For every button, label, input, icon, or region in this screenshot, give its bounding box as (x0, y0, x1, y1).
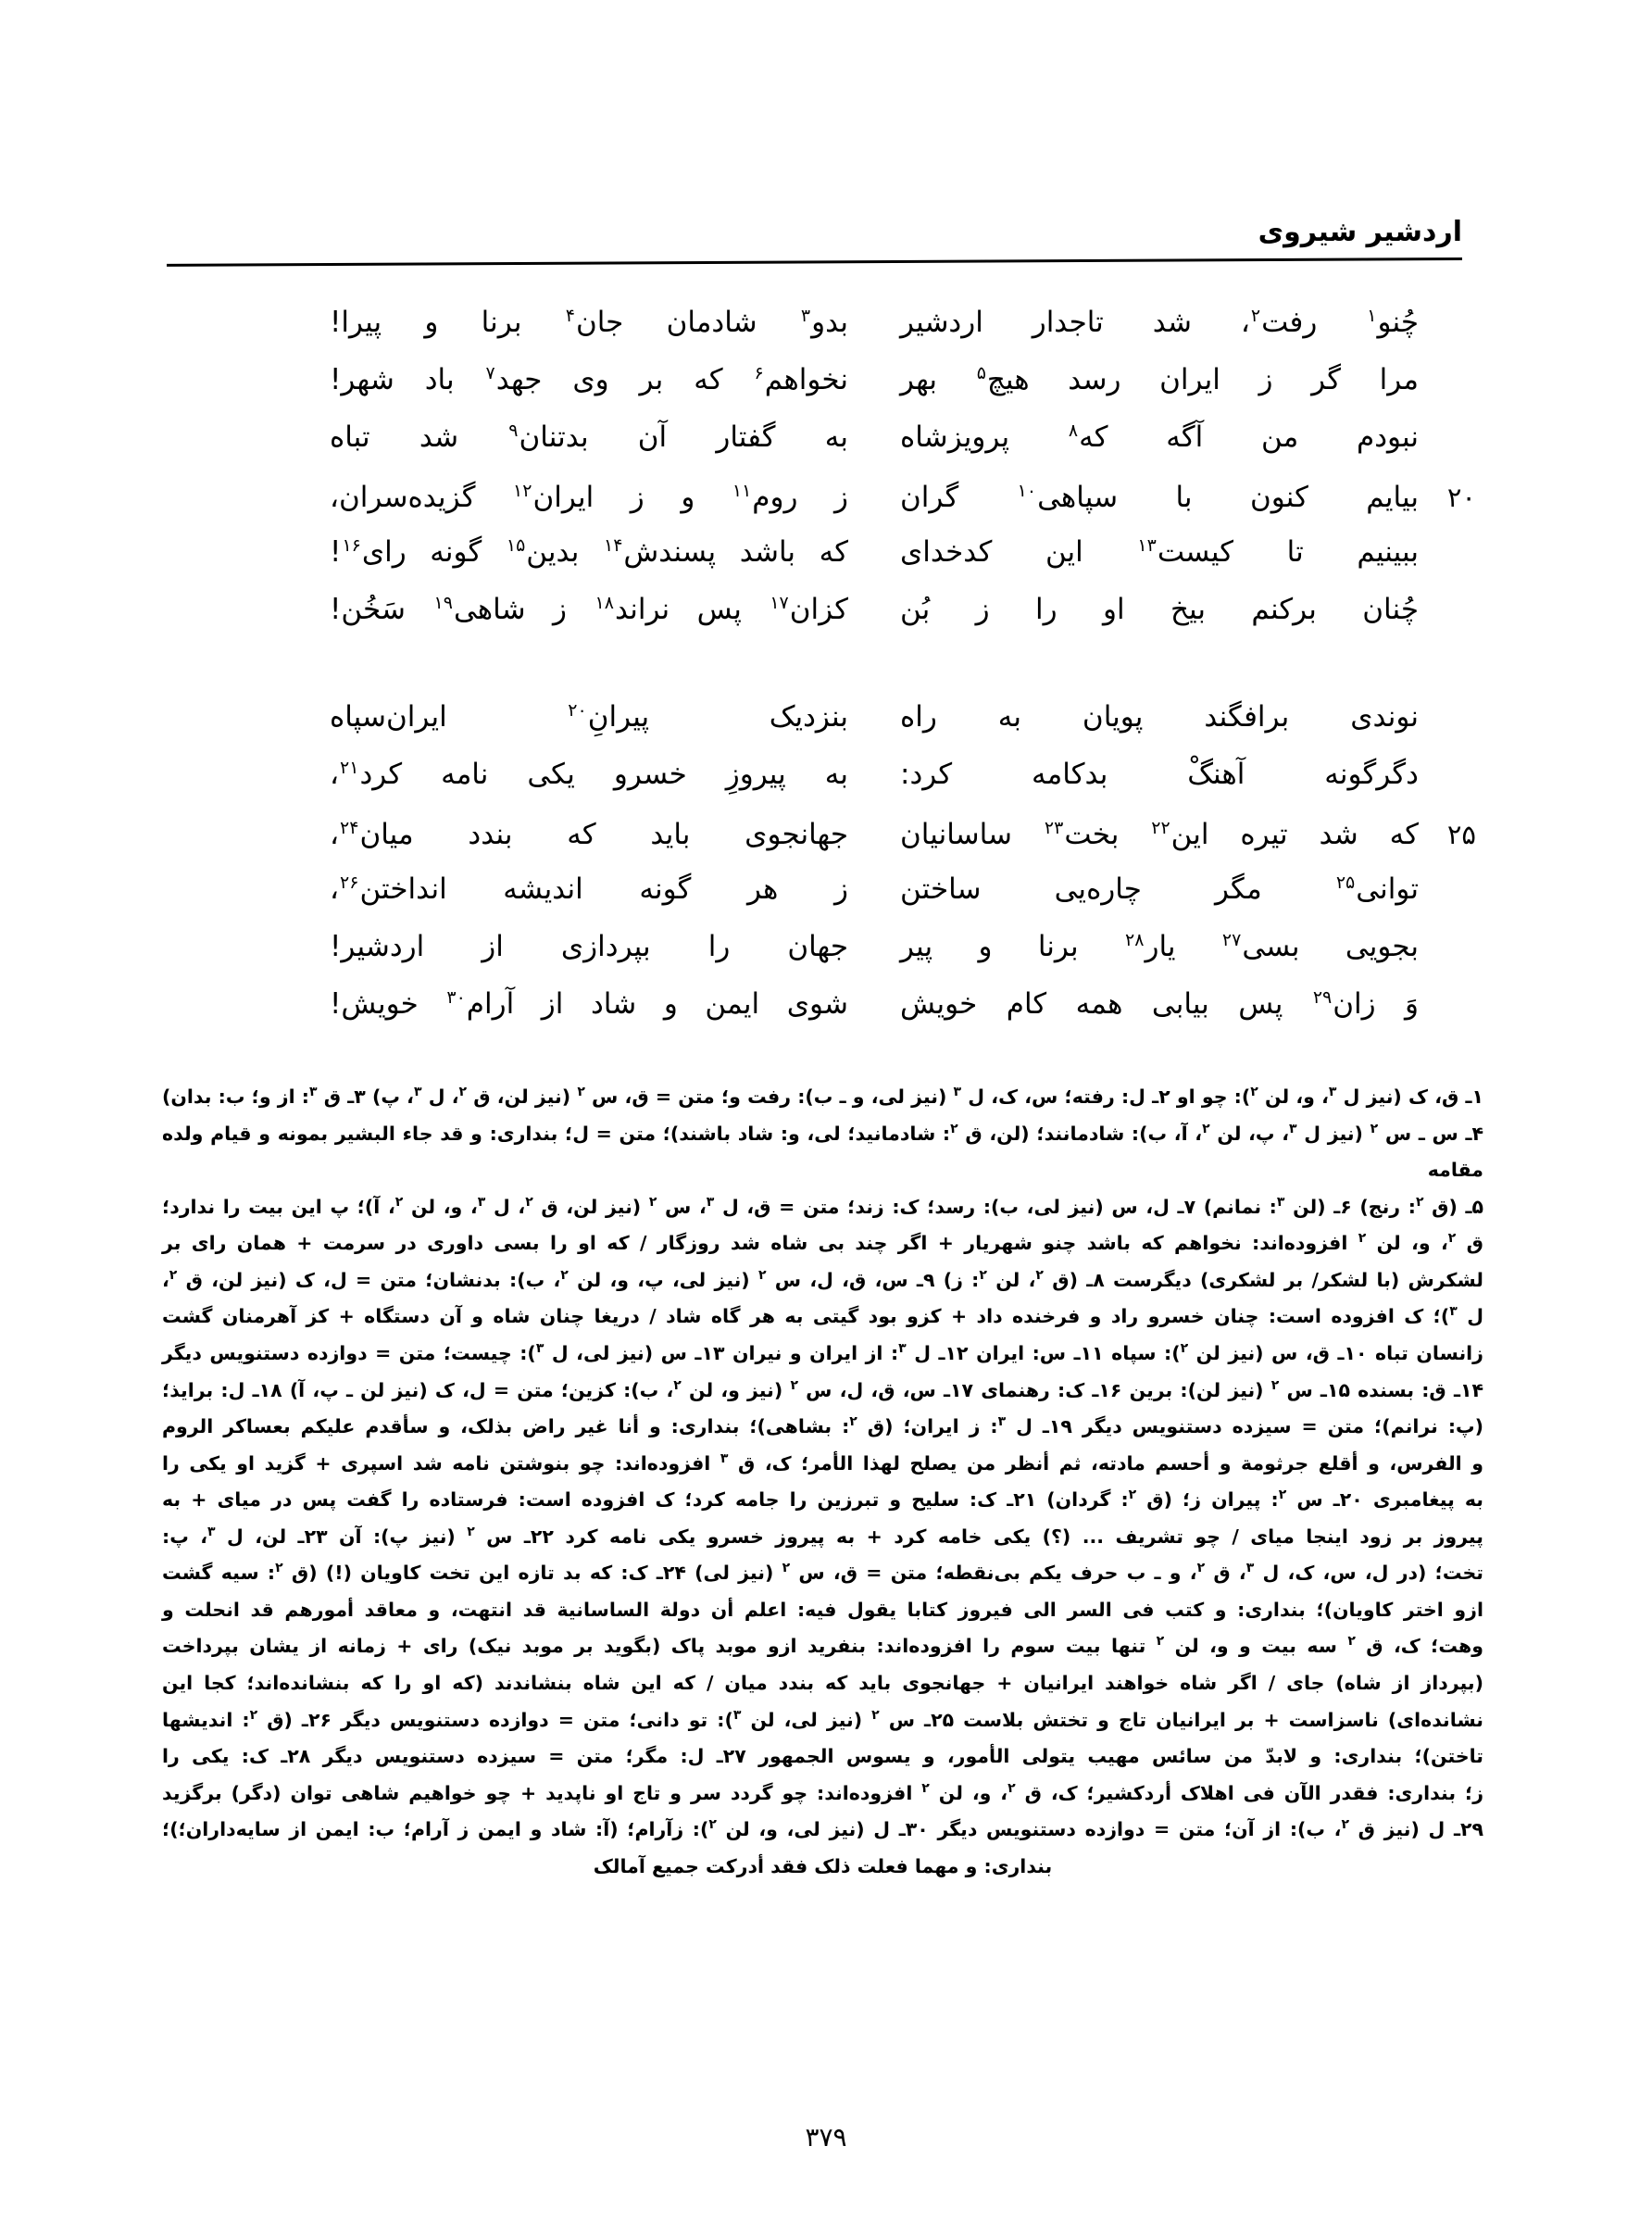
verse-line (176, 815, 1476, 872)
apparatus-line: ق $^۲$، و، لن $^۲$ افزوده‌اند: نخواهم که باشد چنو شهریار + اگر چند بی شاه شد روزگار / که او را بسی داوری در سرمت + همان رای بر (162, 1231, 1484, 1255)
apparatus-line: نشانده‌ای) ناسزاست + بر ایرانیان تاج و تختش بلاست ۲۵ـ س $^۲$ (نیز لی، لن $^۳$): تو دانی؛ متن = دوازده دستنویس دیگر ۲۶ـ (ق $^۲$: اندیشها (162, 1707, 1484, 1731)
verse-line (176, 363, 1476, 420)
hemistich-second: نخواهم$^۶$ که بر وی جهد$^۷$ باد شهر! (330, 362, 848, 396)
hemistich-first: چُنو$^۱$ رفت$^۲$، شد تاجدار اردشیر (900, 305, 1419, 339)
verse-line (176, 700, 1476, 758)
header-rule (167, 257, 1462, 267)
apparatus-line: تخت؛ (در ل، س، ک، ل $^۳$، ق $^۲$، و ـ ب حرف یکم بی‌نقطه؛ متن = ق، س $^۲$ (نیز لی) ۲۴ـ ک: که بد تازه این تخت کاویان (!) (ق $^۲$: سیه گشت (162, 1561, 1483, 1585)
apparatus-line: ۲۹ـ ل (نیز ق $^۲$، ب): از آن؛ متن = دوازده دستنویس دیگر ۳۰ـ ل (نیز لی، و، لن $^۲$): زآرام؛ (آ: شاد و ایمن ز آرام؛ ب: ایمن از سایه‌داران؛)؛ (162, 1817, 1483, 1841)
verse-number (1419, 1010, 1476, 1013)
verse-number (1419, 780, 1476, 784)
apparatus-line: ازو اختر کاویان)؛ بنداری: و کتب فی السر الی فیروز کتابا یقول فیه: اعلم أن دولة الساسانیة قد انتهت، و معاقد أمورهم قد انحلت و (162, 1598, 1483, 1621)
verse-number (1419, 385, 1476, 389)
apparatus-line: (بپرداز از شاه) جای / اگر شاه خواهند ایرانیان + جهانجوی باید که بندد میان / که این شاه بنشاندند (که او را که بنشانده‌اند؛ کجا این (162, 1672, 1483, 1694)
hemistich-second: بنزدیک پیرانِ$^{۲۰}$ ایران‌سپاه (330, 699, 848, 734)
verse-line (176, 872, 1476, 930)
page-header (167, 216, 1462, 276)
apparatus-line: ۴ـ س ـ س $^۲$ (نیز ل $^۳$، پ، لن $^۲$، آ، ب): شادمانند؛ (لن، ق $^۲$: شادمانید؛ لی، و: شاد باشند)؛ متن = ل؛ بنداری: و قد جاء البشیر بمونه و قیام ولده مقامه (162, 1121, 1484, 1182)
hemistich-first: نبودم من آگه که$^۸$ پرویزشاه (900, 420, 1419, 454)
running-head: اردشیر شیروی (1258, 216, 1462, 248)
hemistich-first: چُنان برکنم بیخ او را ز بُن (900, 593, 1419, 626)
verse-number (1419, 443, 1476, 446)
apparatus-line: تاختن)؛ بنداری: و لابدّ من سائس مهیب یتولی الأمور، و یسوس الجمهور ۲۷ـ ل: مگر؛ متن = سیزده دستنویس دیگر ۲۸ـ ک: یکی را (162, 1745, 1484, 1768)
hemistich-second: بدو$^۳$ شادمان جان$^۴$ برنا و پیرا! (330, 305, 849, 339)
verse-number (1419, 328, 1476, 332)
verse-line (176, 987, 1476, 1045)
apparatus-line: ۱ـ ق، ک (نیز ل $^۳$، و، لن $^۲$): چو او ۲ـ ل: رفته؛ س، ک، ل $^۳$ (نیز لی، و ـ ب): رفت و؛ متن = ق، س $^۲$ (نیز لن، ق $^۲$، ل $^۳$، پ) ۳ـ ق $^۳$: از و؛ ب: بدان) (162, 1085, 1484, 1108)
apparatus-line: به پیغامبری ۲۰ـ س $^۲$: پیران ز؛ (ق $^۲$: گردان) ۲۱ـ ک: سلیح و تبرزین را جامه کرد؛ ک افزوده است: فرستاده را گفت پس در میای + به (162, 1487, 1483, 1512)
hemistich-second: که باشد پسندش$^{۱۴}$ بدین$^{۱۵}$ گونه رای$^{۱۶}$! (330, 534, 849, 569)
hemistich-second: جهان را بپردازی از اردشیر! (330, 930, 848, 963)
hemistich-first: نوندی برافگند پویان به راه (900, 700, 1419, 734)
hemistich-first: وَ زان$^{۲۹}$ پس بیابی همه کام خویش (900, 986, 1419, 1021)
hemistich-first: بجویی بسی$^{۲۷}$ یار$^{۲۸}$ برنا و پیر (900, 929, 1419, 963)
apparatus-line: ۵ـ (ق $^۲$: رنج) ۶ـ (لن $^۳$: نمانم) ۷ـ ل، س (نیز لی، ب): رسد؛ ک: زند؛ متن = ق، ل $^۳$، س $^۲$ (نیز لن، ق $^۲$، ل $^۳$، و، لن $^۲$، آ)؛ پ این بیت را ندارد؛ (162, 1194, 1484, 1218)
stanza (176, 700, 1476, 1045)
verse-line (176, 758, 1476, 815)
hemistich-first: دگرگونه آهنگْ بدکامه کرد: (900, 758, 1419, 791)
verse-number (1419, 722, 1476, 726)
apparatus-line: ۱۴ـ ق: بسنده ۱۵ـ س $^۲$ (نیز لن): برین ۱۶ـ ک: رهنمای ۱۷ـ س، ق، ل، س $^۲$ (نیز و، لن $^۲$، ب): کزین؛ متن = ل، ک (نیز لن ـ پ، آ) ۱۸ـ ل: برایذ؛ (162, 1377, 1483, 1401)
hemistich-second: به پیروزِ خسرو یکی نامه کرد$^{۲۱}$، (330, 757, 848, 791)
verse-number (1419, 615, 1476, 619)
hemistich-first: مرا گر ز ایران رسد هیچ$^۵$ بهر (900, 362, 1419, 396)
verse-number: ۲۵ (1446, 819, 1476, 850)
verse-line (176, 593, 1476, 650)
apparatus-line: ز؛ بنداری: فقدر الآن فی اهلاک أردکشیر؛ ک، ق $^۲$، و، لن $^۲$ افزوده‌اند: چو گردد سر و تاج او ناپدید + چو خواهیم شاهی توان (دگر) برگزید (162, 1780, 1484, 1804)
folio-number: ۳۷۹ (805, 2122, 847, 2152)
critical-apparatus (162, 1079, 1483, 1885)
verse-line (176, 478, 1476, 535)
hemistich-second: شوی ایمن و شاد از آرام$^{۳۰}$ خویش! (330, 986, 849, 1021)
hemistich-second: به گفتار آن بدتنان$^۹$ شد تباه (330, 420, 849, 454)
hemistich-first: بیایم کنون با سپاهی$^{۱۰}$ گران (900, 480, 1419, 514)
hemistich-second: کزان$^{۱۷}$ پس نراند$^{۱۸}$ ز شاهی$^{۱۹}$ سَخُن! (330, 592, 848, 626)
apparatus-line: بنداری: و مهما فعلت ذلک فقد أدرکت جمیع آمالک (593, 1854, 1053, 1877)
verse-line (176, 306, 1476, 363)
apparatus-line: (پ: نرانم)؛ متن = سیزده دستنویس دیگر ۱۹ـ ل $^۳$: ز ایران؛ (ق $^۲$: بشاهی)؛ بنداری: و أنا غیر راض بذلک، و سأقدم علیکم بعساکر الروم (162, 1414, 1483, 1438)
apparatus-line: لشکرش (با لشکر/ بر لشکری) دیگرست ۸ـ (ق $^۲$، لن $^۲$: ز) ۹ـ س، ق، ل، س $^۲$ (نیز لی، پ، و، لن $^۲$، ب): بدنشان؛ متن = ل، ک (نیز لن، ق $^۲$، (162, 1267, 1483, 1291)
apparatus-line: وهت؛ ک، ق $^۲$ سه بیت و و، لن $^۲$ تنها بیت سوم را افزوده‌اند: بنفرید ازو موبد پاک (بگوید بر موبد نیک) رای + زمانه از یشان بپرداخت (162, 1634, 1484, 1658)
verse-body (176, 306, 1476, 1095)
apparatus-line: پیروز بر زود اینجا میای / چو تشریف ... (؟) یکی خامه کرد + به پیروز خسرو یکی نامه کرد ۲۲ـ س $^۲$ (نیز پ): آن ۲۳ـ لن، ل $^۳$، پ: (162, 1524, 1483, 1548)
hemistich-second: جهانجوی باید که بندد میان$^{۲۴}$، (330, 817, 848, 851)
hemistich-first: توانی$^{۲۵}$ مگر چاره‌یی ساختن (900, 872, 1419, 906)
hemistich-first: که شد تیره این$^{۲۲}$ بخت$^{۲۳}$ ساسانیان (900, 817, 1420, 851)
hemistich-second: ز روم$^{۱۱}$ و ز ایران$^{۱۲}$ گزیده‌سران، (330, 480, 848, 514)
hemistich-second: ز هر گونه اندیشه انداختن$^{۲۶}$، (330, 872, 848, 906)
verse-number (1419, 952, 1476, 956)
stanza (176, 306, 1476, 650)
hemistich-first: ببینیم تا کیست$^{۱۳}$ این کدخدای (900, 534, 1420, 569)
verse-line (176, 420, 1476, 478)
verse-line (176, 930, 1476, 987)
verse-number: ۲۰ (1446, 482, 1476, 513)
verse-number (1419, 558, 1476, 561)
verse-line (176, 535, 1476, 593)
apparatus-line: زانسان تباه ۱۰ـ ق، س (نیز لن $^۲$): سپاه ۱۱ـ س: ایران ۱۲ـ ل $^۳$: از ایران و نیران ۱۳ـ س (نیز لی، ل $^۳$): چیست؛ متن = دوازده دستنویس دیگر (162, 1341, 1483, 1364)
apparatus-line: ل $^۳$)؛ ک افزوده است: چنان خسرو راد و فرخنده داد + کزو بود گیتی به هر گاه شاد / دریغا چنان شاه و آن دستگاه + کز آهرمنان گشت (162, 1304, 1483, 1328)
apparatus-line: و الفرس، و أقلع جرثومة و أحسم مادته، ثم أنظر من یصلح لهذا الأمر؛ ک، ق $^۳$ افزوده‌اند: چو بنوشتن نامه شد اسپری + گزید او یکی را (162, 1450, 1484, 1475)
verse-number (1419, 895, 1476, 898)
